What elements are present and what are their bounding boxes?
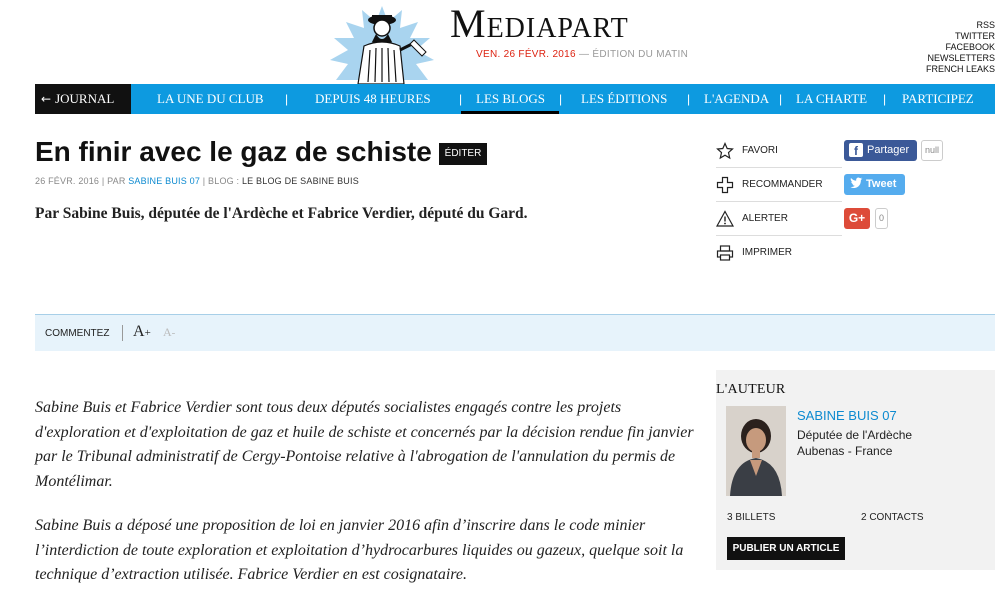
article-lead: Par Sabine Buis, députée de l'Ardèche et Fabrice Verdier, député du Gard. (35, 205, 528, 222)
publish-article-button[interactable]: PUBLIER UN ARTICLE (727, 537, 845, 560)
comment-link[interactable]: COMMENTEZ (45, 328, 110, 339)
nav-separator: | (779, 92, 783, 106)
facebook-share-count: null (921, 140, 943, 161)
author-contacts-link[interactable]: 2 CONTACTS (861, 512, 924, 523)
printer-icon (716, 244, 734, 262)
facebook-share-button[interactable] (844, 140, 917, 161)
article-toolbar (35, 314, 995, 351)
article-meta (35, 176, 359, 186)
rss-link[interactable]: RSS (976, 20, 995, 30)
alerter-label: ALERTER (742, 213, 788, 224)
author-location: Aubenas - France (797, 444, 893, 458)
font-decrease-letter: A (163, 325, 172, 339)
favori-action[interactable] (716, 134, 842, 168)
tweet-label: Tweet (866, 178, 897, 190)
toolbar-divider (122, 325, 123, 341)
meta-by: PAR (107, 176, 126, 186)
twitter-icon (850, 174, 863, 195)
french-leaks-link[interactable]: FRENCH LEAKS (925, 64, 995, 74)
facebook-icon: f (849, 143, 863, 157)
author-billets-link[interactable]: 3 BILLETS (727, 512, 776, 523)
nav-les-blogs[interactable]: LES BLOGS (476, 91, 545, 106)
author-avatar[interactable] (726, 406, 786, 496)
nav-la-une-du-club[interactable]: LA UNE DU CLUB (157, 91, 264, 106)
masthead (0, 0, 1000, 84)
arrow-left-icon: ← (41, 92, 52, 106)
nav-separator: | (883, 92, 887, 106)
newsletters-link[interactable]: NEWSLETTERS (927, 53, 995, 63)
tweet-button[interactable] (844, 174, 905, 195)
article-paragraph: Sabine Buis a déposé une proposition de loi en janvier 2016 afin d’inscrire dans le code minier l’interdiction de toute exploration et exploitation d’hydrocarbures liquides ou gazeux, quelque soit la technique d’extraction utilisée. Fabrice Verdier en est cosignataire. (35, 517, 684, 583)
gplus-count: 0 (875, 208, 888, 229)
nav-participez[interactable]: PARTICIPEZ (902, 91, 974, 106)
article-paragraph: Sabine Buis et Fabrice Verdier sont tous deux députés socialistes engagés contre les projets d'exploration et d'exploitation de gaz et huile de schiste et concernés par la décision rendue fin janvier par le Tribunal administratif de Cergy-Pontoise relative à l'abrogation de l'annulation du permis de Montélimar. (35, 399, 694, 490)
meta-separator: | (101, 176, 105, 186)
star-icon (716, 142, 734, 160)
recommander-action[interactable] (716, 168, 842, 202)
author-link[interactable]: SABINE BUIS 07 (128, 176, 201, 186)
alerter-action[interactable] (716, 202, 842, 236)
font-decrease-sign: - (171, 327, 176, 339)
edition-separator: — (579, 49, 590, 60)
article-title: En finir avec le gaz de schiste (35, 136, 432, 167)
nav-agenda[interactable]: L'AGENDA (704, 91, 770, 106)
font-increase-button[interactable] (133, 323, 151, 341)
nav-active-indicator (461, 111, 559, 114)
meta-separator: | (202, 176, 206, 186)
nav-journal-label: JOURNAL (55, 91, 115, 106)
author-box (716, 370, 995, 570)
gplus-button[interactable] (844, 208, 870, 229)
nav-depuis-48-heures[interactable]: DEPUIS 48 HEURES (315, 91, 431, 106)
nav-separator: | (285, 92, 289, 106)
author-box-heading: L'AUTEUR (716, 382, 786, 397)
font-decrease-button[interactable] (163, 325, 175, 340)
author-name-link[interactable]: SABINE BUIS 07 (797, 408, 897, 423)
nav-separator: | (559, 92, 563, 106)
nav-les-editions[interactable]: LES ÉDITIONS (581, 91, 668, 106)
font-increase-letter: A (133, 323, 145, 340)
main-nav (35, 84, 995, 114)
edition-name: ÉDITION DU MATIN (592, 49, 689, 60)
facebook-link[interactable]: FACEBOOK (945, 42, 995, 52)
nav-la-charte[interactable]: LA CHARTE (796, 91, 868, 106)
nav-separator: | (687, 92, 691, 106)
blog-link[interactable]: LE BLOG DE SABINE BUIS (241, 176, 359, 186)
mediapart-mascot-icon (318, 4, 446, 84)
nav-separator: | (459, 92, 463, 106)
social-links (926, 20, 995, 75)
warning-icon (716, 210, 734, 228)
recommander-label: RECOMMANDER (742, 179, 823, 190)
facebook-share-label: Partager (867, 144, 910, 156)
imprimer-label: IMPRIMER (742, 247, 792, 258)
plus-icon (716, 176, 734, 194)
author-role: Députée de l'Ardèche (797, 428, 913, 442)
nav-journal[interactable] (35, 84, 131, 114)
font-increase-sign: + (144, 327, 151, 339)
edition-date (476, 49, 688, 60)
current-date: VEN. 26 FÉVR. 2016 (476, 49, 576, 60)
favori-label: FAVORI (742, 145, 778, 156)
mediapart-logo[interactable]: Mediapart (450, 1, 629, 46)
imprimer-action[interactable] (716, 236, 842, 269)
blog-prefix: BLOG : (208, 176, 240, 186)
twitter-link[interactable]: TWITTER (955, 31, 995, 41)
article-date: 26 FÉVR. 2016 (35, 176, 100, 186)
edit-button[interactable]: ÉDITER (439, 143, 487, 165)
google-plus-icon: G+ (848, 211, 866, 225)
